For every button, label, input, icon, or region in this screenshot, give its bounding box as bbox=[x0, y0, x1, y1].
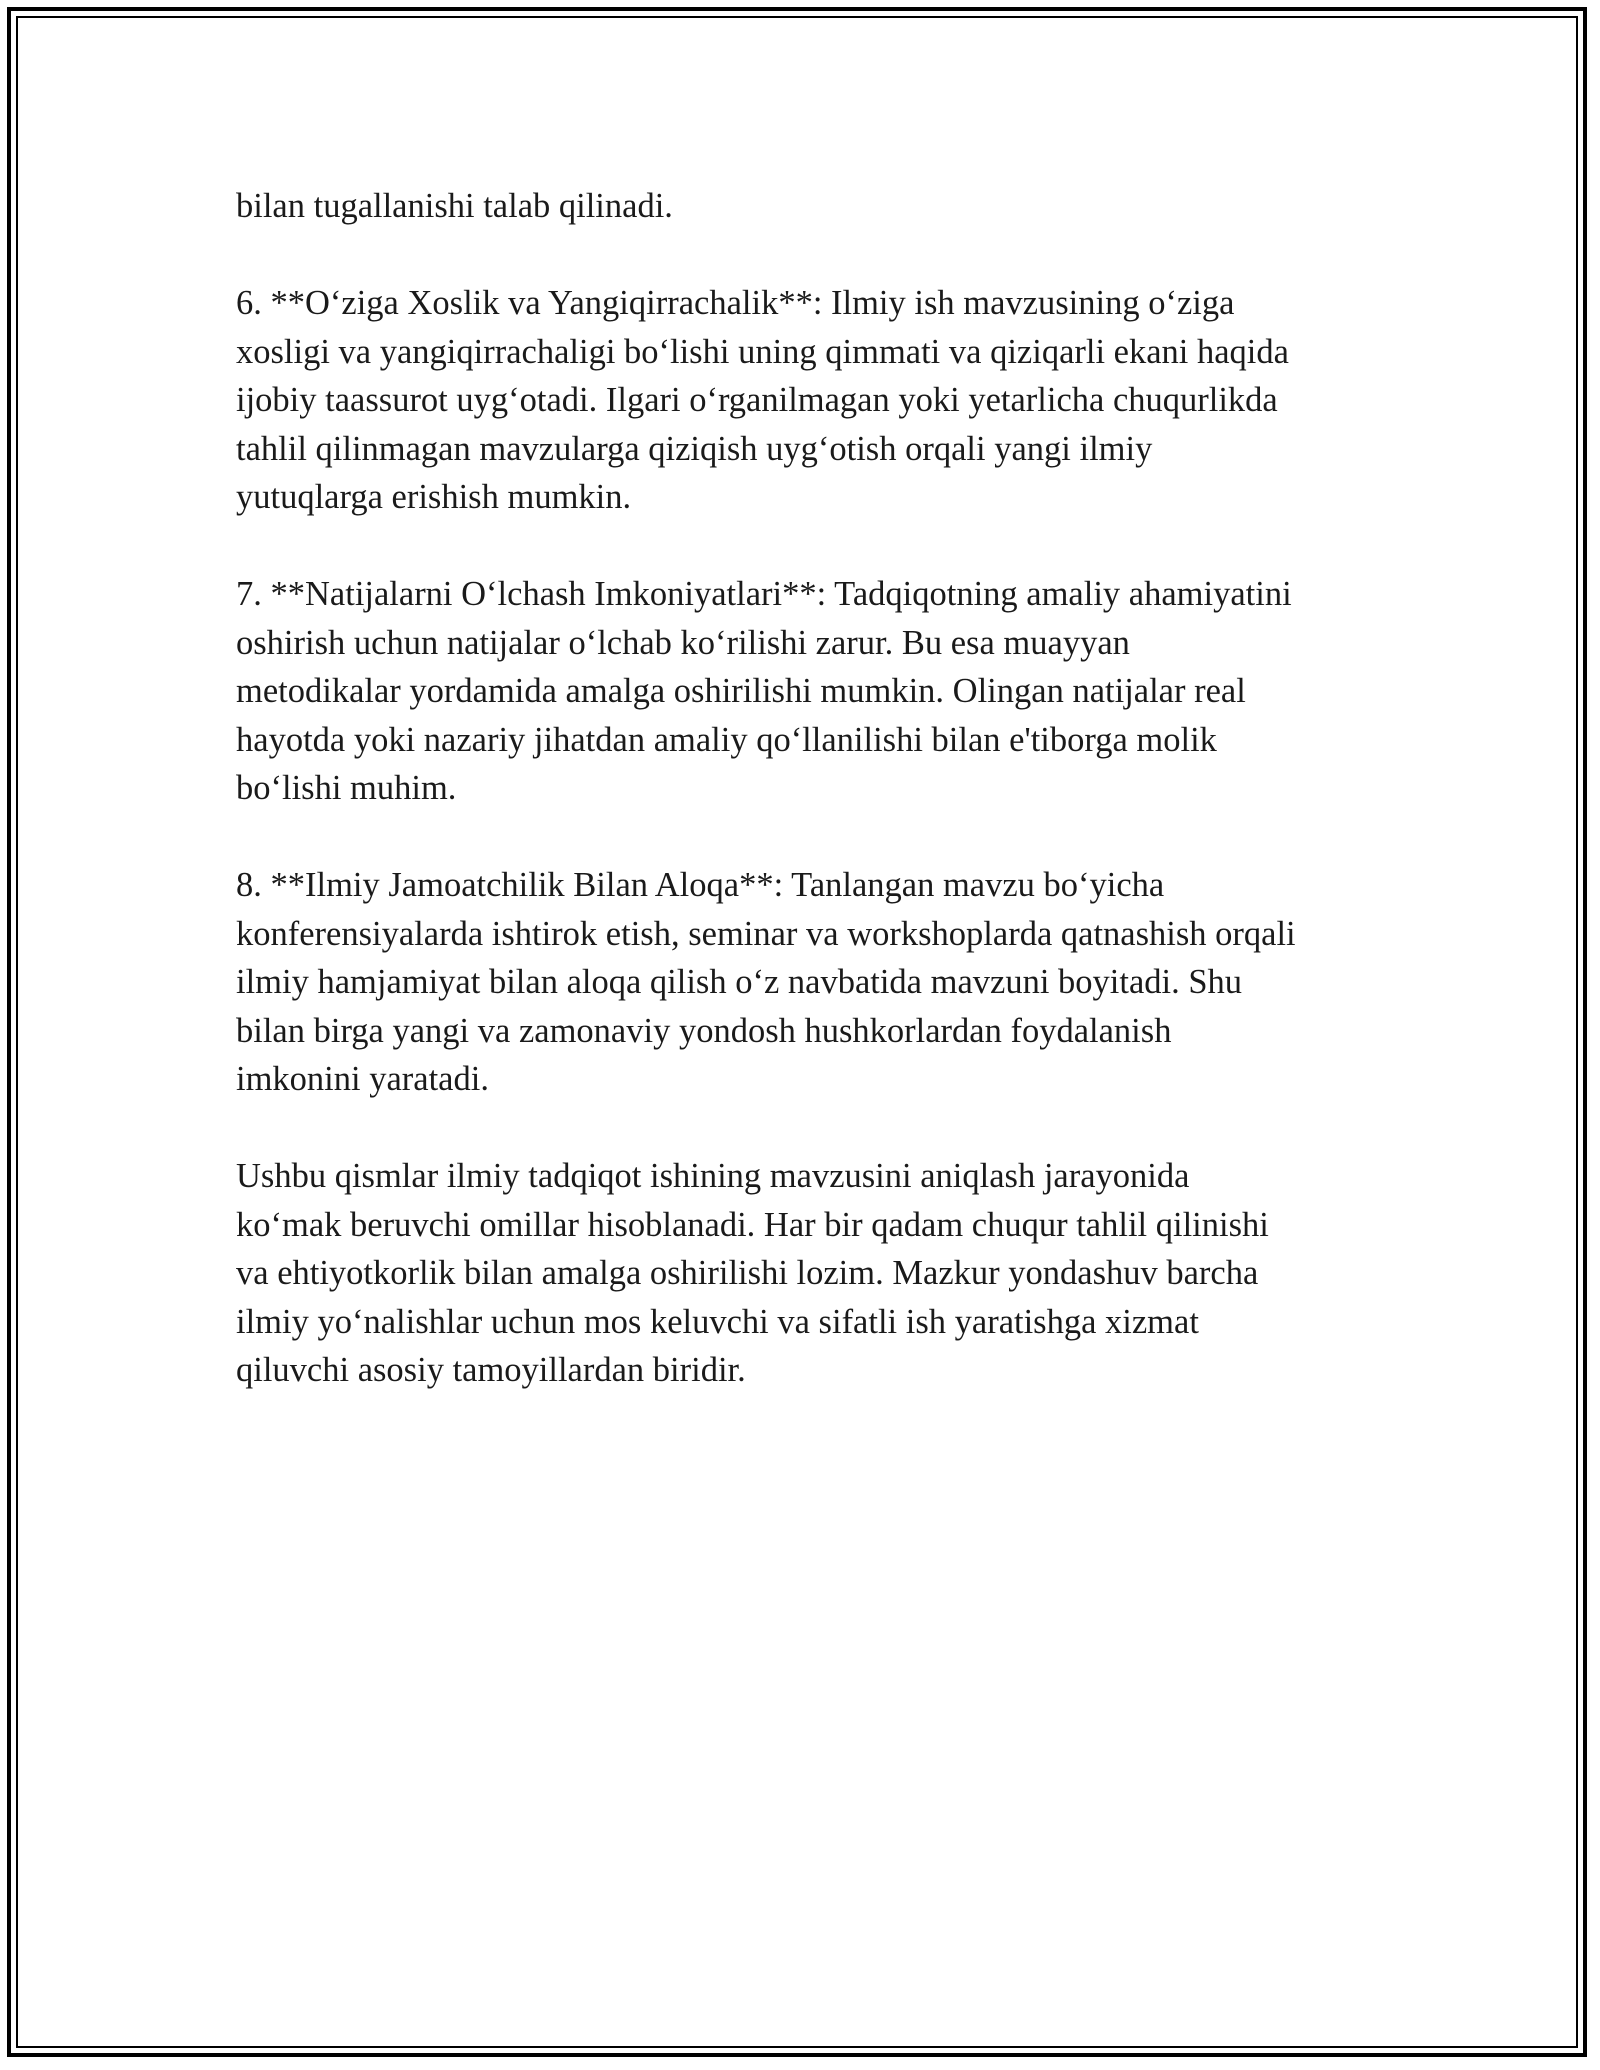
paragraph-item-7: 7. **Natijalarni O‘lchash Imkoniyatlari**: Tadqiqotning amaliy ahamiyatini oshirish uchun natijalar o‘lchab ko‘rilishi zarur. Bu esa muayyan metodikalar yordamida amalga oshirilishi mumkin. Olingan natijalar real hayotda yoki nazariy jihatdan amaliy qo‘llanilishi bilan e'tiborga molik bo‘lishi muhim. bbox=[236, 575, 1292, 807]
paragraph-item-6: 6. **O‘ziga Xoslik va Yangiqirrachalik**: Ilmiy ish mavzusining o‘ziga xosligi va yangiqirrachaligi bo‘lishi uning qimmati va qiziqarli ekani haqida ijobiy taassurot uyg‘otadi. Ilgari o‘rganilmagan yoki yetarlicha chuqurlikda tahlil qilinmagan mavzularga qiziqish uyg‘otish orqali yangi ilmiy yutuqlarga erishish mumkin. bbox=[236, 284, 1289, 516]
paragraph-continuation: bilan tugallanishi talab qilinadi. bbox=[236, 187, 673, 225]
paragraph-item-8: 8. **Ilmiy Jamoatchilik Bilan Aloqa**: Tanlangan mavzu bo‘yicha konferensiyalarda ishtirok etish, seminar va workshoplarda qatnashish orqali ilmiy hamjamiyat bilan aloqa qilish o‘z navbatida mavzuni boyitadi. Shu bilan birga yangi va zamonaviy yondosh hushkorlardan foydalanish imkonini yaratadi. bbox=[236, 866, 1296, 1098]
paragraph-conclusion: Ushbu qismlar ilmiy tadqiqot ishining mavzusini aniqlash jarayonida ko‘mak beruvchi omillar hisoblanadi. Har bir qadam chuqur tahlil qilinishi va ehtiyotkorlik bilan amalga oshirilishi lozim. Mazkur yondashuv barcha ilmiy yo‘nalishlar uchun mos keluvchi va sifatli ish yaratishga xizmat qiluvchi asosiy tamoyillardan biridir. bbox=[236, 1157, 1269, 1389]
document-body bbox=[236, 182, 1396, 1443]
